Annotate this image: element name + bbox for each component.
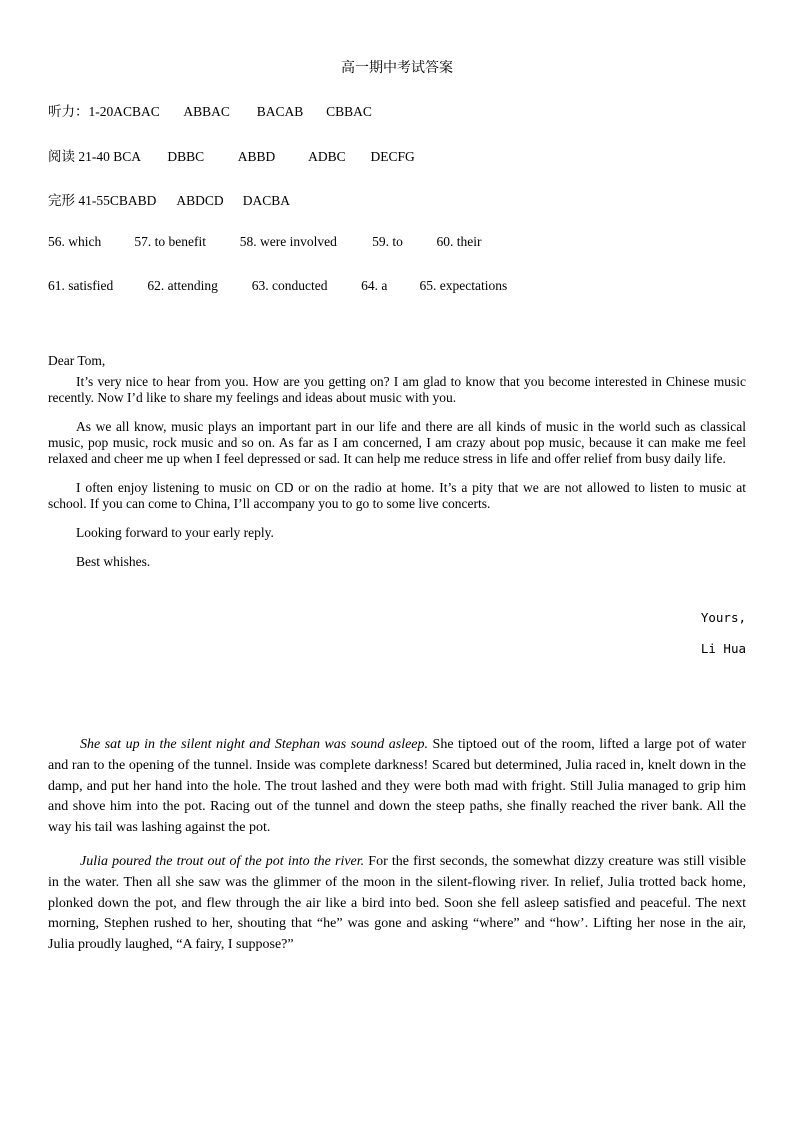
grammar-answers-2 [48, 278, 507, 294]
answer-group: DACBA [242, 193, 291, 208]
answer-item: 60. their [436, 234, 482, 249]
listening-answers [48, 100, 372, 120]
grammar-answers-1 [48, 234, 482, 250]
answer-item: 63. conducted [251, 278, 328, 293]
answer-group: 听力：1-20ACBAC [48, 104, 160, 119]
answer-group: DECFG [370, 149, 415, 164]
story-paragraph [48, 735, 746, 839]
answer-group: ADBC [308, 149, 346, 164]
letter-paragraph: It’s very nice to hear from you. How are you getting on? I am glad to know that you become interested in Chinese music recently. Now I’d like to share my feelings and ideas about music with you. [48, 374, 746, 405]
reading-answers [48, 145, 415, 165]
answer-item: 58. were involved [239, 234, 337, 249]
letter-paragraph: Looking forward to your early reply. [76, 525, 274, 540]
answer-item: 64. a [361, 278, 388, 293]
story-lead-sentence: She sat up in the silent night and Stephan was sound asleep. [80, 737, 429, 752]
story-paragraph [48, 852, 746, 956]
answer-group: BACAB [256, 104, 304, 119]
answer-item: 61. satisfied [48, 278, 114, 293]
letter-closing: Yours, [700, 610, 746, 625]
story-lead-sentence: Julia poured the trout out of the pot into the river. [80, 853, 365, 869]
answer-group: 完形 41-55CBABD [48, 193, 157, 208]
answer-item: 57. to benefit [134, 234, 206, 249]
answer-group: CBBAC [326, 104, 372, 119]
page-title: 高一期中考试答案 [341, 61, 453, 76]
continuation-story [48, 735, 746, 969]
answer-group: DBBC [167, 149, 205, 164]
story-text: She tiptoed out of the room, lifted a large pot of water and ran to the opening of the tunnel. Inside was complete darkness! Scared but determined, Julia raced in, knelt down in the damp, and put her hand into the hole. The trout lashed and they were both mad with fright. Still Julia managed to grip him and shove him into the pot. Racing out of the tunnel and down the steep paths, she finally reached the river bank. All the way his tail was lashing against the pot. [48, 737, 747, 836]
cloze-answers [48, 189, 290, 209]
letter-paragraph: I often enjoy listening to music on CD or on the radio at home. It’s a pity that we are not allowed to listen to music at school. If you can come to China, I’ll accompany you to go to some live concerts. [48, 480, 746, 511]
letter-signature: Li Hua [700, 641, 746, 656]
answer-group: 阅读 21-40 BCA [48, 149, 142, 164]
answer-group: ABBD [237, 149, 276, 164]
answer-item: 56. which [48, 234, 102, 249]
letter-paragraph: Best whishes. [76, 554, 151, 569]
answer-item: 59. to [372, 234, 403, 249]
sample-letter [48, 353, 746, 583]
letter-paragraph: As we all know, music plays an important part in our life and there are all kinds of music in the world such as classical music, pop music, rock music and so on. As far as I am concerned, I am crazy about pop music, because it can make me feel relaxed and cheer me up when I feel depressed or sad. It can help me reduce stress in life and offer relief from busy daily life. [48, 419, 746, 466]
answer-group: ABBAC [183, 104, 230, 119]
answer-item: 62. attending [147, 278, 218, 293]
answer-group: ABDCD [176, 193, 224, 208]
answer-item: 65. expectations [419, 278, 508, 293]
letter-salutation: Dear Tom, [48, 353, 106, 368]
story-text: For the first seconds, the somewhat dizzy creature was still visible in the water. Then all she saw was the glimmer of the moon in the silent-flowing river. In relief, Julia trotted back home, plonked down the pot, and flew through the air like a bird into bed. Soon she fell asleep satisfied and peaceful. The next morning, Stephen rushed to her, shouting that “he” was gone and asking “where” and “how’. Lifting her nose in the air, Julia proudly laughed, “A fairy, I suppose?” [48, 853, 747, 953]
